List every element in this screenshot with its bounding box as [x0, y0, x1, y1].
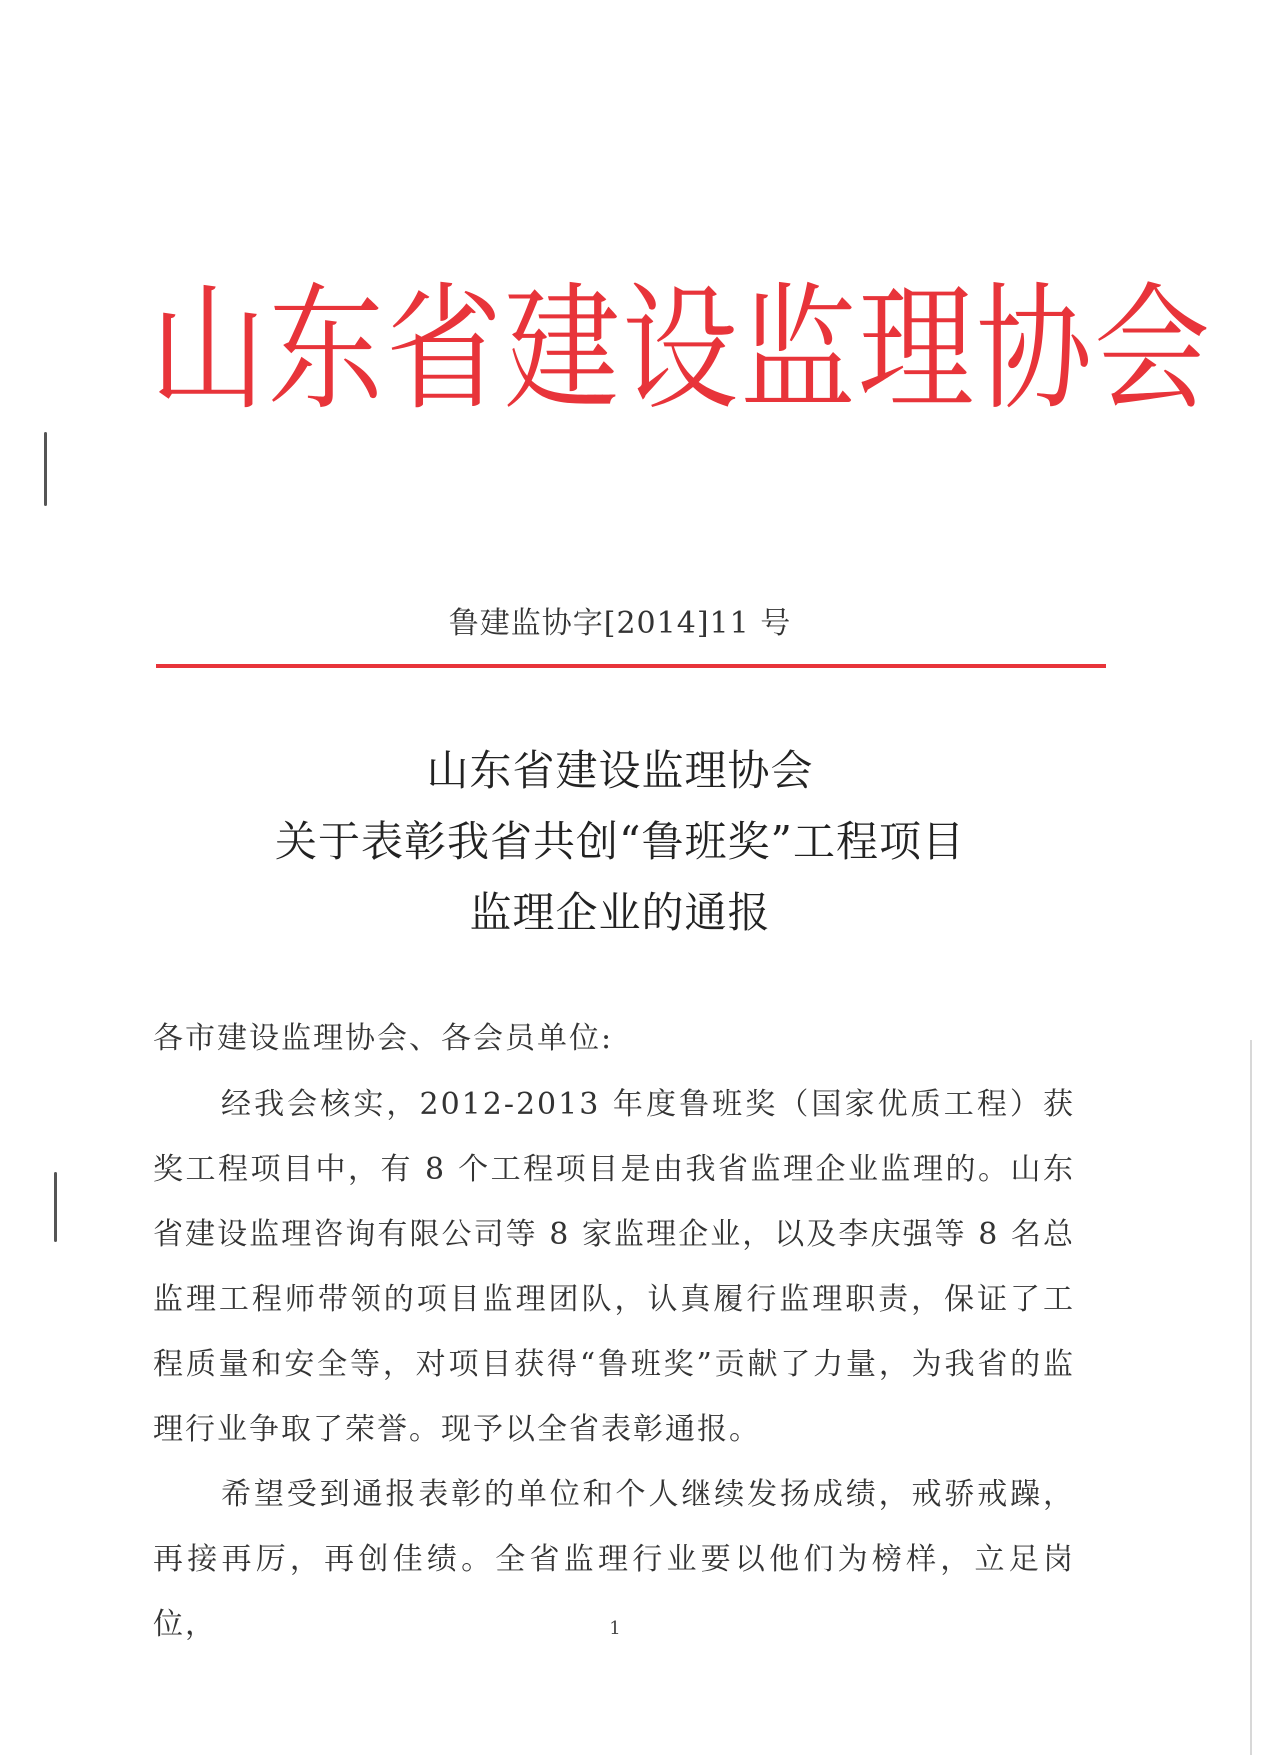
- binding-mark-top: [44, 432, 47, 506]
- body-paragraph-2: 希望受到通报表彰的单位和个人继续发扬成绩，戒骄戒躁，再接再厉，再创佳绩。全省监理行业要以他们为榜样，立足岗位，: [153, 1477, 1075, 1642]
- scan-edge: [1250, 1040, 1252, 1755]
- notice-title-line-3: 监理企业的通报: [469, 888, 771, 937]
- body-paragraph-1: 经我会核实，2012-2013 年度鲁班奖（国家优质工程）获奖工程项目中，有 8 个工程项目是由我省监理企业监理的。山东省建设监理咨询有限公司等 8 家监理企业，以及李庆强等 8 名总监理工程师带领的项目监理团队，认真履行监理职责，保证了工程质量和安全等，对项目获得“鲁班奖”贡献了力量，为我省的监理行业争取了荣誉。现予以全省表彰通报。: [153, 1087, 1075, 1447]
- notice-title-line-1: 山东省建设监理协会: [426, 746, 814, 795]
- notice-body: [153, 1006, 1075, 1657]
- binding-mark-bottom: [54, 1172, 57, 1242]
- notice-title-line-2: 关于表彰我省共创“鲁班奖”工程项目: [275, 817, 965, 866]
- salutation: 各市建设监理协会、各会员单位:: [153, 1021, 614, 1056]
- notice-title: [0, 735, 1240, 948]
- page-number: 1: [609, 1618, 621, 1639]
- masthead-title: 山东省建设监理协会: [150, 270, 1212, 430]
- document-number: 鲁建监协字[2014]11 号: [448, 606, 792, 641]
- red-divider-rule: [156, 664, 1106, 668]
